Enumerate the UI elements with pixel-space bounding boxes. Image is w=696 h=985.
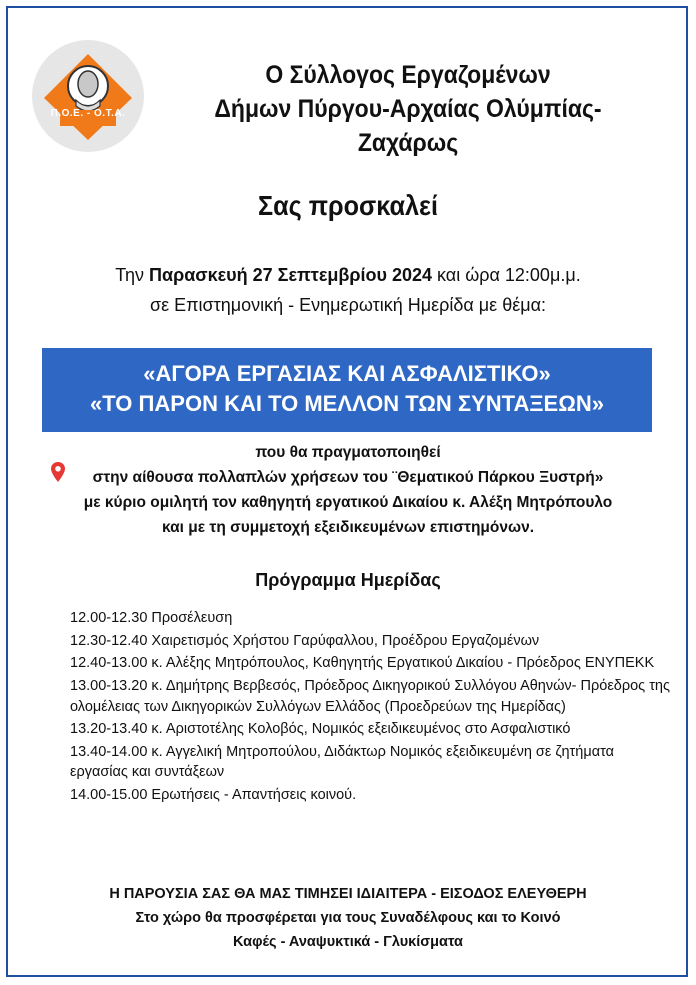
topic-banner xyxy=(42,348,652,432)
page-title xyxy=(171,58,646,160)
venue-block xyxy=(0,440,696,540)
logo-emblem-icon xyxy=(32,40,144,152)
union-logo xyxy=(32,40,144,152)
banner-line-1: «ΑΓΟΡΑ ΕΡΓΑΣΙΑΣ ΚΑΙ ΑΣΦΑΛΙΣΤΙΚΟ» xyxy=(143,361,551,386)
title-line-2: Δήμων Πύργου-Αρχαίας Ολύμπίας-Ζαχάρως xyxy=(214,95,602,157)
logo-text: Π.Ο.Ε. - Ο.Τ.Α. xyxy=(50,108,126,119)
date-line xyxy=(0,260,696,290)
date-prefix: Την xyxy=(115,265,149,285)
schedule-item: 13.00-13.20 κ. Δημήτρης Βερβεσός, Πρόεδρος Δικηγορικού Συλλόγου Αθηνών- Πρόεδρος της ολομέλειας των Δικηγορικών Συλλόγων Ελλάδος (Προεδρεύων της Ημερίδας) xyxy=(70,678,670,715)
date-suffix: και ώρα 12:00μ.μ. xyxy=(432,265,581,285)
schedule-item: 12.40-13.00 κ. Αλέξης Μητρόπουλος, Καθηγητής Εργατικού Δικαίου - Πρόεδρος ΕΝΥΠΕΚΚ xyxy=(70,655,655,672)
footer-line-1: Η ΠΑΡΟΥΣΙΑ ΣΑΣ ΘΑ ΜΑΣ ΤΙΜΗΣΕΙ ΙΔΙΑΙΤΕΡΑ - ΕΙΣΟΔΟΣ ΕΛΕΥΘΕΡΗ xyxy=(109,886,587,902)
schedule-item: 12.30-12.40 Χαιρετισμός Χρήστου Γαρύφαλλου, Προέδρου Εργαζομένων xyxy=(70,632,540,649)
banner-line-2: «ΤΟ ΠΑΡΟΝ ΚΑΙ ΤΟ ΜΕΛΛΟΝ ΤΩΝ ΣΥΝΤΑΞΕΩΝ» xyxy=(90,391,604,416)
invite-heading: Σας προσκαλεί xyxy=(258,190,438,221)
venue-line-3: με κύριο ομιλητή τον καθηγητή εργατικού Δικαίου κ. Αλέξη Μητρόπουλο xyxy=(83,494,613,511)
footer-line-2: Στο χώρο θα προσφέρεται για τους Συναδέλφους και το Κοινό xyxy=(135,910,561,926)
venue-line-4: και με τη συμμετοχή εξειδικευμένων επιστημόνων. xyxy=(161,519,535,536)
venue-line-1: που θα πραγματοποιηθεί xyxy=(255,444,441,461)
schedule-item: 13.40-14.00 κ. Αγγελική Μητροπούλου, Διδάκτωρ Νομικός εξειδικευμένη σε ζητήματα εργασίας και συντάξεων xyxy=(70,743,614,781)
schedule-item: 14.00-15.00 Ερωτήσεις - Απαντήσεις κοινού. xyxy=(70,787,357,804)
program-title: Πρόγραμμα Ημερίδας xyxy=(255,570,441,590)
footer-notice xyxy=(0,882,696,954)
subject-intro: σε Επιστημονική - Ενημερωτική Ημερίδα με θέμα: xyxy=(149,295,547,315)
date-block xyxy=(0,260,696,320)
footer-line-3: Καφές - Αναψυκτικά - Γλυκίσματα xyxy=(233,934,463,950)
schedule-item: 13.20-13.40 κ. Αριστοτέλης Κολοβός, Νομικός εξειδικευμένος στο Ασφαλιστικό xyxy=(70,721,571,738)
program-schedule xyxy=(70,608,670,808)
title-line-1: Ο Σύλλογος Εργαζομένων xyxy=(265,61,551,89)
schedule-item: 12.00-12.30 Προσέλευση xyxy=(70,610,233,626)
venue-line-2: στην αίθουσα πολλαπλών χρήσεων του ¨Θεματικού Πάρκου Ξυστρή» xyxy=(92,469,604,486)
date-bold: Παρασκευή 27 Σεπτεμβρίου 2024 xyxy=(149,265,433,285)
